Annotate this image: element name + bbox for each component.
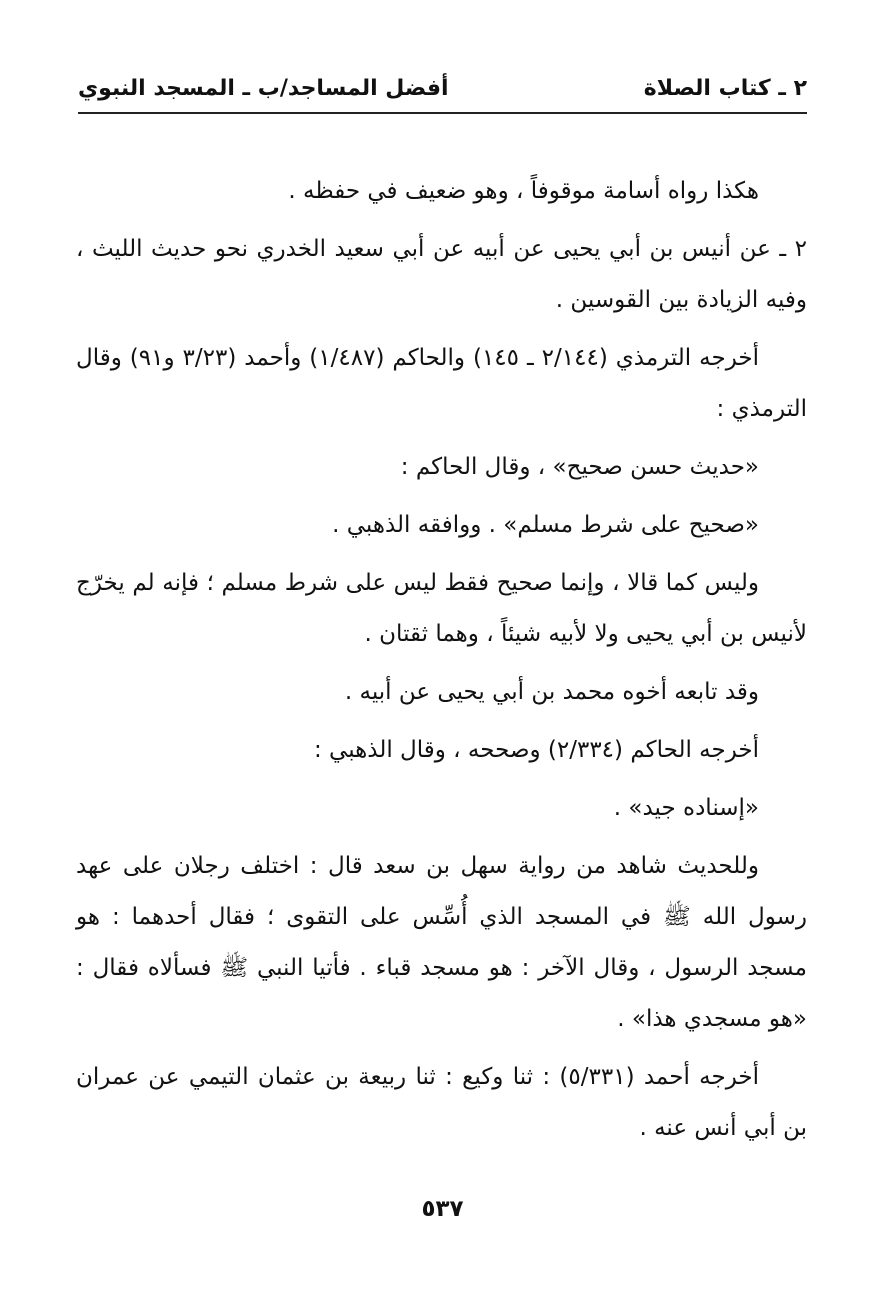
paragraph: ٢ ـ عن أنيس بن أبي يحيى عن أبيه عن أبي سعيد الخدري نحو حديث الليث ، وفيه الزيادة بين القوسين . xyxy=(76,236,807,313)
paragraph: وللحديث شاهد من رواية سهل بن سعد قال : اختلف رجلان على عهد رسول الله ﷺ في المسجد الذي أُسِّس على التقوى ؛ فقال أحدهما : هو مسجد الرسول ، وقال الآخر : هو مسجد قباء . فأتيا النبي ﷺ فسألاه فقال : «هو مسجدي هذا» . xyxy=(76,853,807,1032)
paragraph: أخرجه الترمذي (٢/١٤٤ ـ ١٤٥) والحاكم (١/٤٨٧) وأحمد (٣/٢٣ و٩١) وقال الترمذي : xyxy=(76,345,807,422)
header-chapter-title: ٢ ـ كتاب الصلاة xyxy=(643,75,807,101)
paragraph: أخرجه الحاكم (٢/٣٣٤) وصححه ، وقال الذهبي : xyxy=(313,737,759,763)
paragraph: أخرجه أحمد (٥/٣٣١) : ثنا وكيع : ثنا ربيعة بن عثمان التيمي عن عمران بن أبي أنس عنه . xyxy=(76,1064,807,1141)
paragraph: هكذا رواه أسامة موقوفاً ، وهو ضعيف في حفظه . xyxy=(288,178,759,204)
page-number: ٥٣٧ xyxy=(421,1196,464,1222)
header-section-title: أفضل المساجد/ب ـ المسجد النبوي xyxy=(78,75,449,101)
running-header xyxy=(78,70,807,106)
header-divider xyxy=(78,112,807,114)
page-body xyxy=(76,166,807,1161)
paragraph: «صحيح على شرط مسلم» . ووافقه الذهبي . xyxy=(332,512,759,538)
paragraph: وليس كما قالا ، وإنما صحيح فقط ليس على شرط مسلم ؛ فإنه لم يخرّج لأنيس بن أبي يحيى ولا لأبيه شيئاً ، وهما ثقتان . xyxy=(76,570,807,647)
paragraph: «حديث حسن صحيح» ، وقال الحاكم : xyxy=(400,454,759,480)
paragraph: وقد تابعه أخوه محمد بن أبي يحيى عن أبيه . xyxy=(344,679,759,705)
paragraph: «إسناده جيد» . xyxy=(613,795,759,821)
